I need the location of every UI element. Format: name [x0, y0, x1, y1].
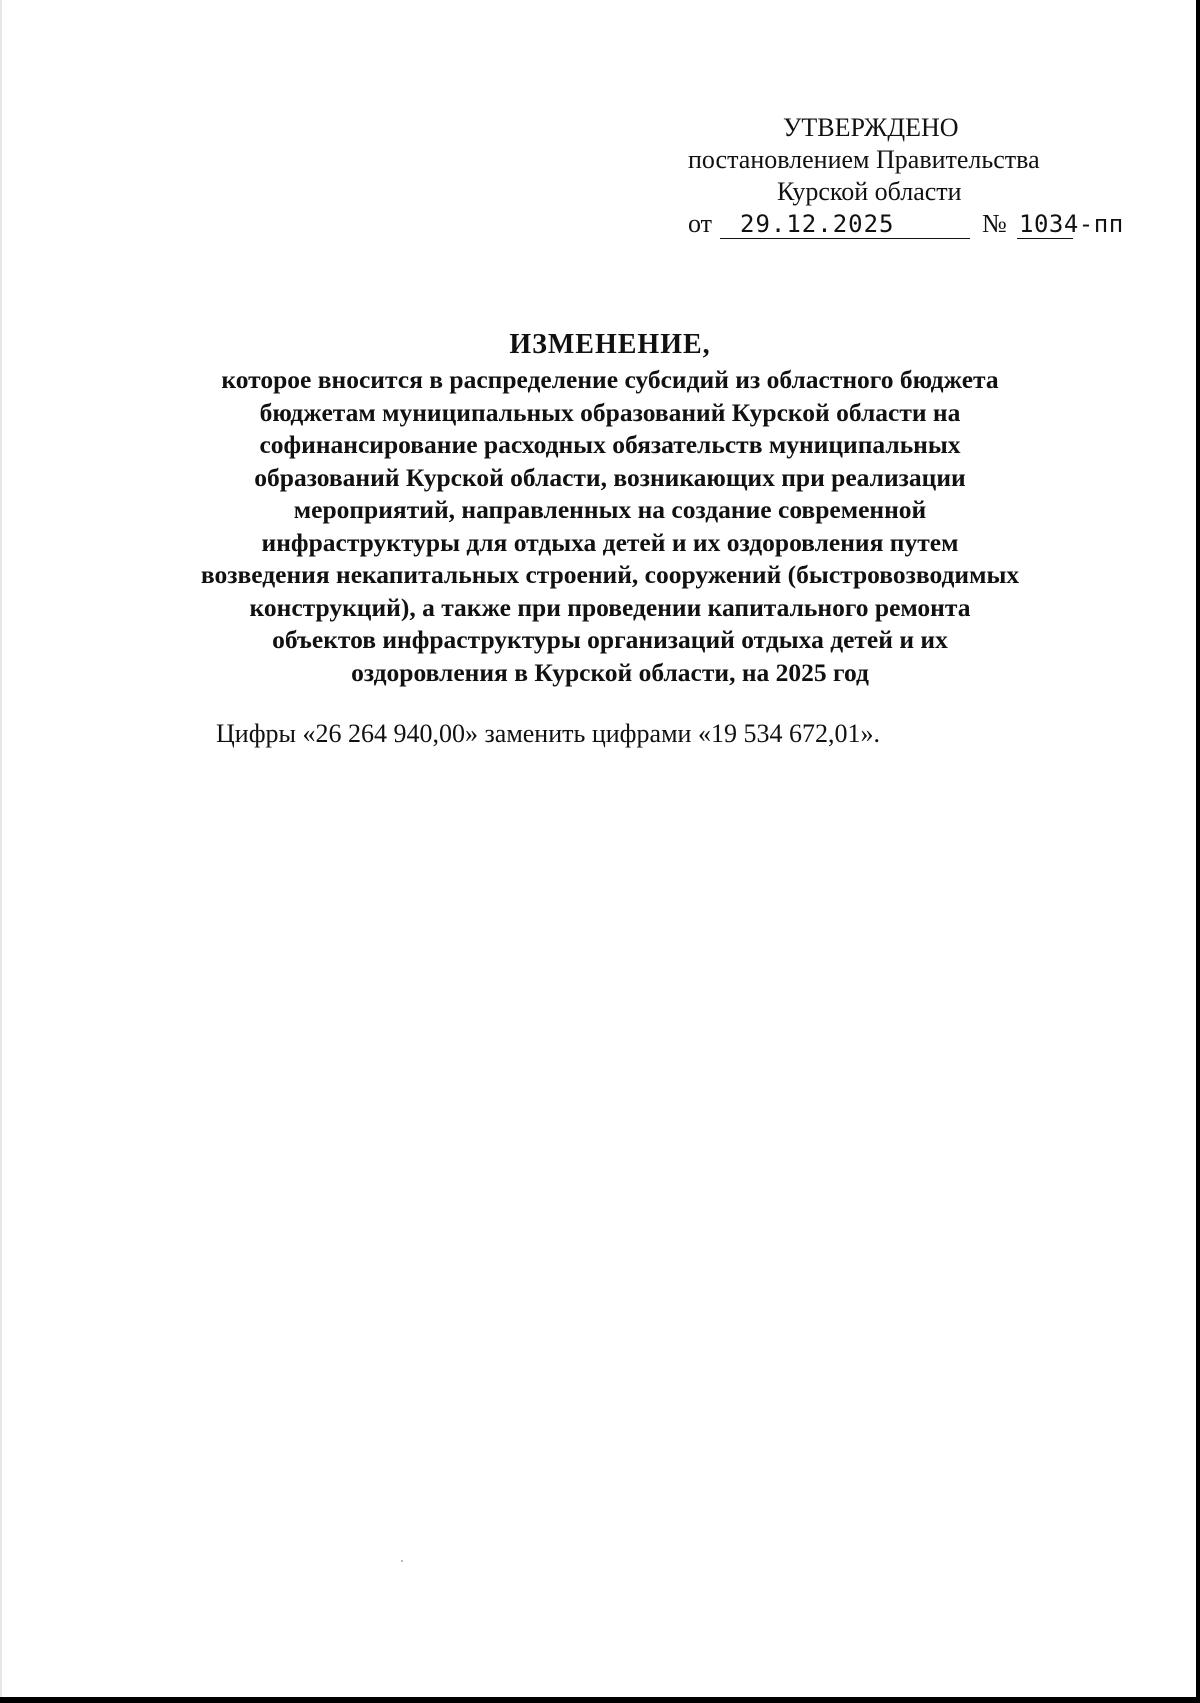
- number-prefix-label: №: [982, 209, 1007, 238]
- scan-right-edge: [1196, 0, 1200, 1703]
- document-heading: [150, 328, 1070, 689]
- subtitle-line: бюджетам муниципальных образований Курской области на: [259, 397, 961, 427]
- approval-date-row: [680, 208, 1140, 242]
- subtitle-line: объектов инфраструктуры организаций отдыха детей и их: [272, 625, 948, 654]
- approval-authority: постановлением Правительства: [688, 145, 1040, 174]
- approval-date: 29.12.2025: [740, 210, 895, 238]
- approval-number: 1034-пп: [1019, 210, 1124, 238]
- approval-block: [680, 112, 1140, 242]
- subtitle-line: оздоровления в Курской области, на 2025 год: [351, 657, 869, 687]
- approval-title: УТВЕРЖДЕНО: [783, 113, 959, 142]
- subtitle-line: мероприятий, направленных на создание современной: [293, 495, 927, 524]
- date-prefix-label: от: [688, 209, 713, 238]
- heading-title: ИЗМЕНЕНИЕ,: [509, 329, 711, 360]
- scan-left-edge: [0, 0, 2, 1703]
- subtitle-line: софинансирование расходных обязательств муниципальных: [259, 430, 961, 459]
- heading-subtitle: [150, 364, 1070, 689]
- scan-artifact: [401, 1560, 403, 1562]
- subtitle-line: которое вносится в распределение субсидий из областного бюджета: [221, 365, 999, 394]
- subtitle-line: образований Курской области, возникающих при реализации: [254, 462, 966, 492]
- subtitle-line: конструкций), а также при проведении капитального ремонта: [249, 592, 971, 622]
- scan-bottom-edge: [0, 1697, 1200, 1703]
- body-paragraph: Цифры «26 264 940,00» заменить цифрами «19 534 672,01».: [216, 719, 880, 748]
- subtitle-line: возведения некапитальных строений, сооружений (быстровозводимых: [200, 560, 1020, 589]
- subtitle-line: инфраструктуры для отдыха детей и их оздоровления путем: [261, 527, 959, 557]
- approval-region: Курской области: [777, 177, 962, 206]
